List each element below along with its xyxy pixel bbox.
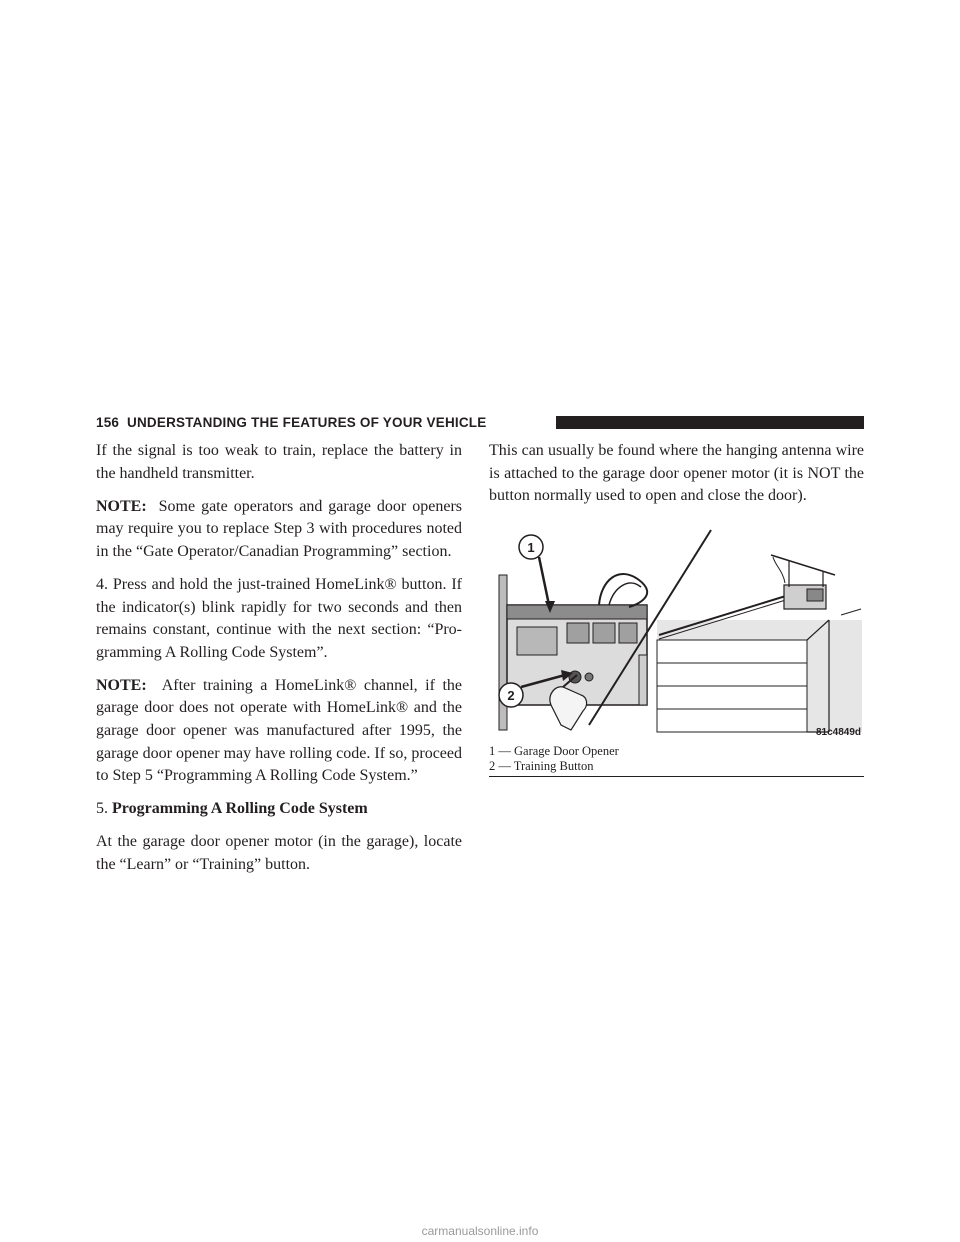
step-5-heading	[96, 798, 462, 821]
step-number: 5.	[96, 800, 108, 818]
paragraph-antenna-wire: This can usually be found where the hanging antenna wire is attached to the garage door opener motor (it is NOT the button normally used to open and close the door).	[489, 442, 864, 505]
note-gate-operators	[96, 496, 462, 564]
figure-caption	[489, 744, 864, 777]
note-label: NOTE:	[96, 497, 147, 515]
illustration-svg	[489, 525, 864, 740]
left-column	[96, 440, 462, 887]
paragraph-locate-button: At the garage door opener motor (in the garage), locate the “Learn” or “Training” button.	[96, 833, 462, 873]
callout-1	[519, 535, 555, 613]
garage-opener-illustration	[489, 525, 864, 740]
page-header	[96, 414, 864, 432]
watermark: carmanualsonline.info	[421, 1224, 539, 1238]
figure-id: 81c4849d	[815, 727, 861, 738]
right-column	[489, 440, 864, 518]
note-text: After training a HomeLink® channel, if the garage door does not operate with HomeLink® and the garage door opener was manufactured after 1995, the garage door opener may have rolling code. If so, proceed to Step 5 “Programming A Rolling Code System.”	[96, 676, 463, 785]
header-text	[96, 414, 494, 432]
garage-scene	[657, 555, 862, 732]
step-title: Programming A Rolling Code System	[112, 800, 368, 818]
section-title: UNDERSTANDING THE FEATURES OF YOUR VEHICLE	[127, 415, 487, 430]
note-label: NOTE:	[96, 676, 147, 694]
note-rolling-code	[96, 675, 462, 788]
header-rule	[556, 416, 864, 429]
paragraph-weak-signal: If the signal is too weak to train, replace the battery in the handheld transmitter.	[96, 442, 462, 482]
step-4: 4. Press and hold the just-trained HomeLink® button. If the indicator(s) blink rapidly for two seconds and then remains constant, continue with the next section: “Pro- gramming A Rolling Code System”.	[96, 575, 462, 661]
note-text: Some gate operators and garage door openers may require you to replace Step 3 with procedures noted in the “Gate Operator/Canadian Programming” section.	[96, 497, 462, 560]
callout-1-label: 1	[527, 540, 535, 555]
page-number: 156	[96, 415, 120, 430]
callout-2-label: 2	[507, 688, 515, 703]
opener-unit-closeup	[499, 574, 647, 730]
caption-item-2: 2 — Training Button	[489, 759, 594, 773]
caption-item-1: 1 — Garage Door Opener	[489, 744, 619, 758]
